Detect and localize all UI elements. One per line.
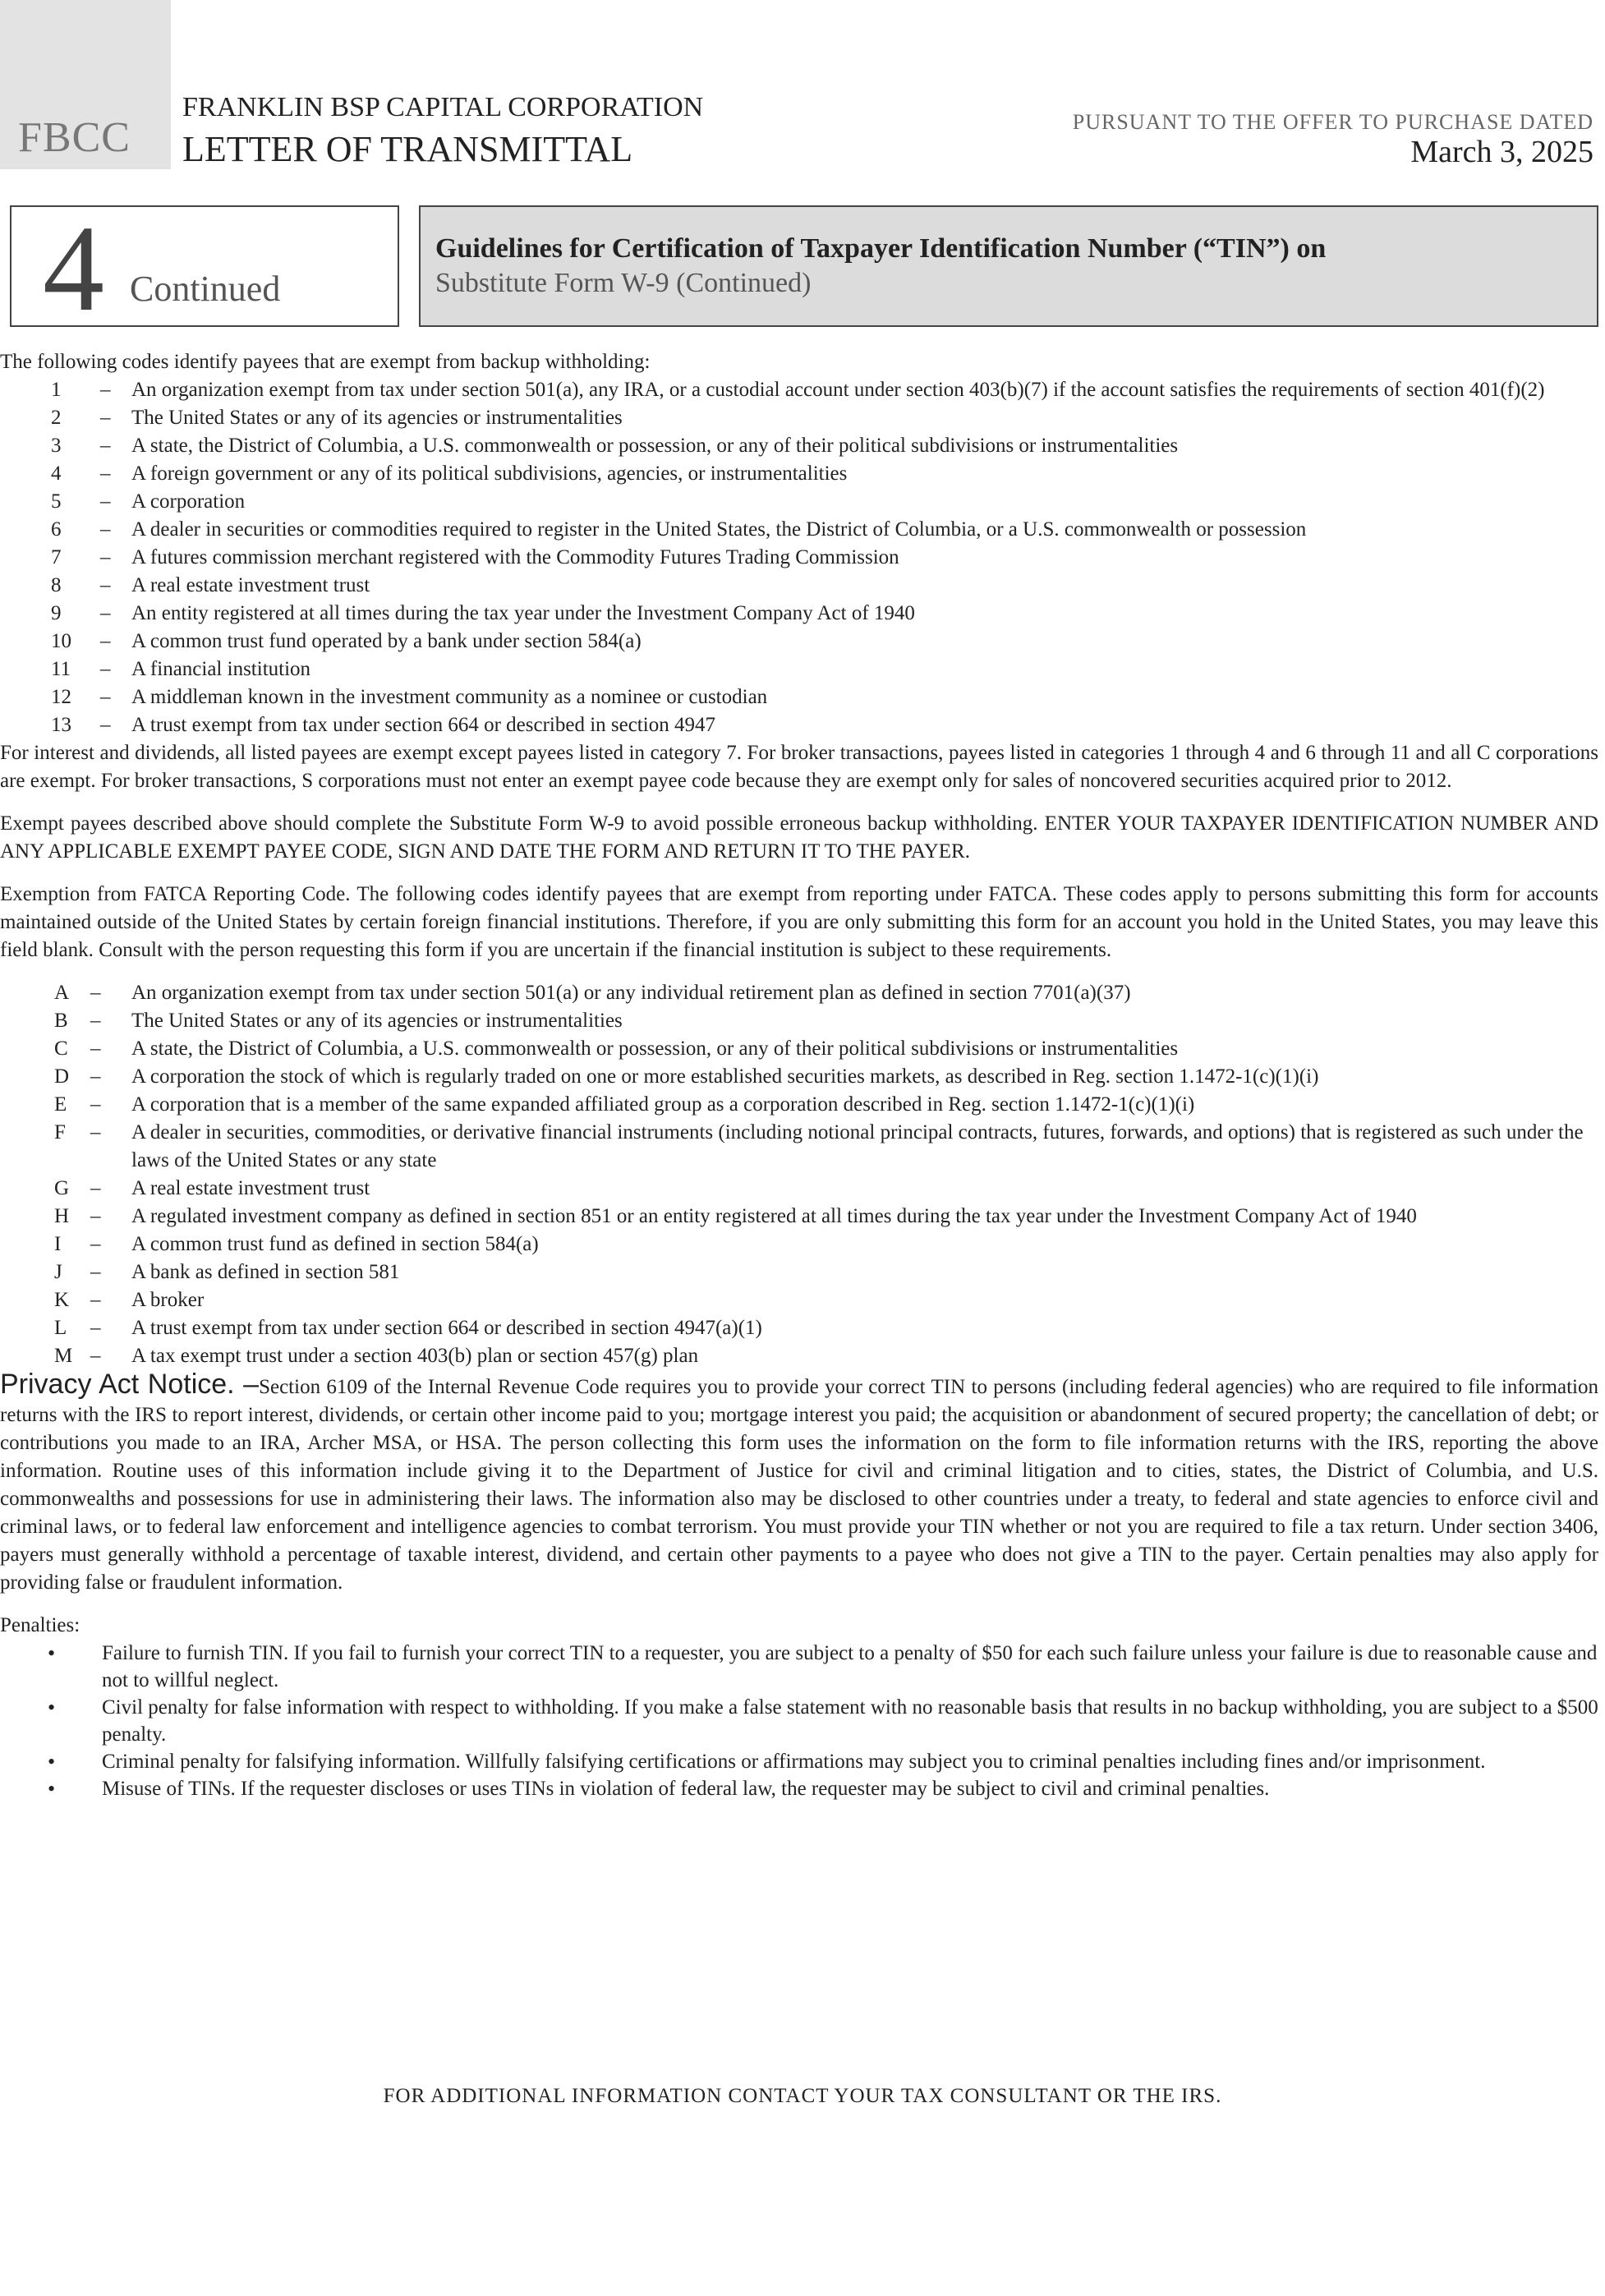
exempt-payee-code-item — [0, 460, 1598, 488]
code-description: A middleman known in the investment community as a nominee or custodian — [131, 686, 768, 708]
footer-note: FOR ADDITIONAL INFORMATION CONTACT YOUR TAX CONSULTANT OR THE IRS. — [383, 2085, 1222, 2107]
dash-separator: – — [90, 1093, 101, 1116]
fatca-code-item — [0, 1063, 1598, 1091]
code-label: H — [54, 1205, 70, 1227]
dash-separator: – — [90, 1345, 101, 1367]
code-label: 7 — [51, 546, 62, 568]
code-label: 8 — [51, 574, 62, 596]
exempt-payee-code-item — [0, 544, 1598, 572]
code-description: A corporation — [131, 490, 246, 513]
pursuant-note: PURSUANT TO THE OFFER TO PURCHASE DATED — [1072, 110, 1594, 134]
code-label: C — [54, 1038, 68, 1060]
code-description: A tax exempt trust under a section 403(b) plan or section 457(g) plan — [131, 1345, 699, 1367]
dash-separator: – — [90, 1010, 101, 1032]
code-label: M — [54, 1345, 73, 1367]
penalty-text: Misuse of TINs. If the requester discloses or uses TINs in violation of federal law, the requester may be subject to civil and criminal penalties. — [102, 1778, 1270, 1800]
document-title: LETTER OF TRANSMITTAL — [182, 129, 633, 169]
code-label: 2 — [51, 407, 62, 429]
code-label: 13 — [51, 714, 71, 736]
dash-separator: – — [90, 1289, 101, 1311]
code-label: A — [54, 982, 70, 1004]
section-subtitle: Substitute Form W-9 (Continued) — [435, 268, 812, 298]
code-label: L — [54, 1317, 67, 1339]
section-continued-label: Continued — [130, 269, 281, 309]
exempt-payee-code-item — [0, 516, 1598, 544]
dash-separator: – — [100, 686, 111, 708]
code-description: A broker — [131, 1289, 205, 1311]
code-label: 10 — [51, 630, 71, 652]
code-label: 1 — [51, 379, 62, 401]
dash-separator: – — [100, 602, 111, 624]
dash-separator: – — [100, 490, 111, 513]
bullet-icon: • — [48, 1641, 56, 1665]
code-label: 11 — [51, 658, 71, 680]
bullet-icon: • — [48, 1777, 56, 1801]
fatca-code-item — [0, 1286, 1598, 1314]
dash-separator: – — [90, 1121, 101, 1143]
code-description: A state, the District of Columbia, a U.S. commonwealth or possession, or any of their political subdivisions or instrumentalities — [131, 435, 1179, 457]
code-description: A real estate investment trust — [131, 574, 370, 596]
code-description: A real estate investment trust — [131, 1177, 370, 1199]
exempt-payee-code-item — [0, 711, 1598, 739]
dash-separator: – — [100, 714, 111, 736]
fatca-code-item — [0, 979, 1598, 1007]
penalty-text: Civil penalty for false information with respect to withholding. If you make a false statement with no reasonable basis that results in no backup withholding, you are subject to a $500 penalty. — [102, 1696, 1598, 1746]
dash-separator: – — [90, 1205, 101, 1227]
exempt-payee-code-item — [0, 572, 1598, 600]
code-description: An organization exempt from tax under section 501(a) or any individual retirement plan as defined in section 7701(a)(37) — [131, 982, 1131, 1004]
exempt-payee-code-list — [0, 376, 1598, 739]
privacy-act-text: Section 6109 of the Internal Revenue Code requires you to provide your correct TIN to persons (including federal agencies) who are required to file information returns with the IRS to report interest, dividends, or certain other income paid to you; mortgage interest you paid; the acquisition or abandonment of secured property; the cancellation of debt; or contributions you made to an IRA, Archer MSA, or HSA. The person collecting this form uses the information on the form to file information returns with the IRS, reporting the above information. Routine uses of this information include giving it to the Department of Justice for civil and criminal litigation and to cities, states, the District of Columbia, and U.S. commonwealths and possessions for use in administering their laws. The information also may be disclosed to other countries under a treaty, to federal and state agencies to enforce civil and criminal laws, or to federal law enforcement and intelligence agencies to combat terrorism. You must provide your TIN whether or not you are required to file a tax return. Under section 3406, payers must generally withhold a percentage of taxable interest, dividend, and certain other payments to a payee who does not give a TIN to the payer. Certain penalties may also apply for providing false or fraudulent information. — [0, 1376, 1598, 1594]
dash-separator: – — [90, 1317, 101, 1339]
dash-separator: – — [100, 630, 111, 652]
fatca-code-list — [0, 979, 1598, 1370]
code-label: 5 — [51, 490, 62, 513]
code-label: E — [54, 1093, 67, 1116]
dash-separator: – — [100, 546, 111, 568]
dash-separator: – — [100, 407, 111, 429]
code-label: 9 — [51, 602, 62, 624]
penalties-heading: Penalties: — [0, 1614, 80, 1636]
fatca-code-item — [0, 1007, 1598, 1035]
code-label: K — [54, 1289, 70, 1311]
exempt-payee-code-item — [0, 432, 1598, 460]
logo: FBCC — [18, 114, 131, 161]
code-description: A state, the District of Columbia, a U.S. commonwealth or possession, or any of their political subdivisions or instrumentalities — [131, 1038, 1179, 1060]
fatca-code-item — [0, 1091, 1598, 1119]
penalty-text: Criminal penalty for falsifying information. Willfully falsifying certifications or affirmations may subject you to criminal penalties including fines and/or imprisonment. — [102, 1751, 1486, 1773]
dash-separator: – — [100, 379, 111, 401]
code-description: A foreign government or any of its political subdivisions, agencies, or instrumentalities — [131, 462, 848, 485]
code-description: A financial institution — [131, 658, 311, 680]
dash-separator: – — [90, 1261, 101, 1283]
exempt-payee-code-item — [0, 656, 1598, 683]
exempt-payees-paragraph: Exempt payees described above should complete the Substitute Form W-9 to avoid possible erroneous backup withholding. ENTER YOUR TAXPAYER IDENTIFICATION NUMBER AND ANY APPLICABLE EXEMPT PAYEE CODE, SIGN AND DATE THE FORM AND RETURN IT TO THE PAYER. — [0, 812, 1598, 863]
body-content — [0, 348, 1598, 1802]
dash-separator: – — [90, 1038, 101, 1060]
exempt-payee-code-item — [0, 600, 1598, 628]
code-description: A corporation that is a member of the same expanded affiliated group as a corporation described in Reg. section 1.1472-1(c)(1)(i) — [131, 1093, 1195, 1116]
fatca-code-item — [0, 1203, 1598, 1231]
fatca-code-item — [0, 1258, 1598, 1286]
dash-separator: – — [100, 574, 111, 596]
code-label: J — [54, 1261, 62, 1283]
code-label: 12 — [51, 686, 71, 708]
section-title-box — [419, 205, 1598, 327]
code-description: A corporation the stock of which is regularly traded on one or more established securities markets, as described in Reg. section 1.1472-1(c)(1)(i) — [131, 1065, 1319, 1088]
penalty-text: Failure to furnish TIN. If you fail to furnish your correct TIN to a requester, you are subject to a penalty of $50 for each such failure unless your failure is due to reasonable cause and not to willful neglect. — [102, 1642, 1598, 1691]
code-description: The United States or any of its agencies or instrumentalities — [131, 1010, 623, 1032]
dash-separator: – — [100, 462, 111, 485]
code-label: D — [54, 1065, 70, 1088]
privacy-act-notice — [0, 1370, 1598, 1597]
code-description: A futures commission merchant registered with the Commodity Futures Trading Commission — [131, 546, 899, 568]
dash-separator: – — [90, 1065, 101, 1088]
dash-separator: – — [90, 982, 101, 1004]
fatca-intro-paragraph: Exemption from FATCA Reporting Code. The following codes identify payees that are exempt from reporting under FATCA. These codes apply to persons submitting this form for accounts maintained outside of the United States by certain foreign financial institutions. Therefore, if you are only submitting this form for an account you hold in the United States, you may leave this field blank. Consult with the person requesting this form if you are uncertain if the financial institution is subject to these requirements. — [0, 883, 1598, 961]
exempt-payee-code-item — [0, 683, 1598, 711]
bullet-icon: • — [48, 1750, 56, 1774]
fatca-code-item — [0, 1035, 1598, 1063]
code-label: B — [54, 1010, 68, 1032]
penalty-item — [0, 1694, 1598, 1748]
code-label: F — [54, 1121, 66, 1143]
code-description: A regulated investment company as defined in section 851 or an entity registered at all times during the tax year under the Investment Company Act of 1940 — [131, 1205, 1417, 1227]
code-description: The United States or any of its agencies or instrumentalities — [131, 407, 623, 429]
dash-separator: – — [100, 435, 111, 457]
exempt-payee-code-item — [0, 628, 1598, 656]
dash-separator: – — [90, 1177, 101, 1199]
code-label: I — [54, 1233, 62, 1255]
interest-dividends-paragraph: For interest and dividends, all listed payees are exempt except payees listed in category 7. For broker transactions, payees listed in categories 1 through 4 and 6 through 11 and all C corporations are exempt. For broker transactions, S corporations must not enter an exempt payee code because they are exempt only for sales of noncovered securities acquired prior to 2012. — [0, 742, 1598, 792]
penalties-list — [0, 1640, 1598, 1802]
code-description: An entity registered at all times during the tax year under the Investment Company Act of 1940 — [131, 602, 915, 624]
code-label: 4 — [51, 462, 62, 485]
code-description: A trust exempt from tax under section 664 or described in section 4947 — [131, 714, 715, 736]
code-description: A bank as defined in section 581 — [131, 1261, 400, 1283]
fatca-code-item — [0, 1119, 1598, 1175]
section-title: Guidelines for Certification of Taxpayer Identification Number (“TIN”) on — [435, 233, 1327, 264]
exempt-payee-code-item — [0, 404, 1598, 432]
dash-separator: – — [100, 658, 111, 680]
privacy-act-heading: Privacy Act Notice. – — [0, 1369, 260, 1400]
code-description: A trust exempt from tax under section 664 or described in section 4947(a)(1) — [131, 1317, 762, 1339]
dash-separator: – — [90, 1233, 101, 1255]
penalty-item — [0, 1775, 1598, 1802]
code-description: A common trust fund as defined in section 584(a) — [131, 1233, 539, 1255]
section-number: 4 — [43, 200, 104, 337]
dash-separator: – — [100, 518, 111, 541]
offer-date: March 3, 2025 — [1410, 135, 1594, 169]
exempt-payee-code-item — [0, 376, 1598, 404]
exempt-intro: The following codes identify payees that are exempt from backup withholding: — [0, 351, 651, 373]
penalty-item — [0, 1748, 1598, 1775]
code-description: A dealer in securities, commodities, or derivative financial instruments (including notional principal contracts, futures, forwards, and options) that is registered as such under the laws of the United States or any state — [131, 1121, 1584, 1171]
code-label: 6 — [51, 518, 62, 541]
fatca-code-item — [0, 1342, 1598, 1370]
exempt-payee-code-item — [0, 488, 1598, 516]
penalty-item — [0, 1640, 1598, 1694]
fatca-code-item — [0, 1314, 1598, 1342]
fatca-code-item — [0, 1231, 1598, 1258]
bullet-icon: • — [48, 1696, 56, 1719]
code-description: An organization exempt from tax under section 501(a), any IRA, or a custodial account under section 403(b)(7) if the account satisfies the requirements of section 401(f)(2) — [131, 379, 1545, 401]
code-description: A common trust fund operated by a bank under section 584(a) — [131, 630, 642, 652]
code-label: 3 — [51, 435, 62, 457]
code-label: G — [54, 1177, 70, 1199]
fatca-code-item — [0, 1175, 1598, 1203]
code-description: A dealer in securities or commodities required to register in the United States, the District of Columbia, or a U.S. commonwealth or possession — [131, 518, 1307, 541]
company-name: FRANKLIN BSP CAPITAL CORPORATION — [182, 92, 704, 122]
